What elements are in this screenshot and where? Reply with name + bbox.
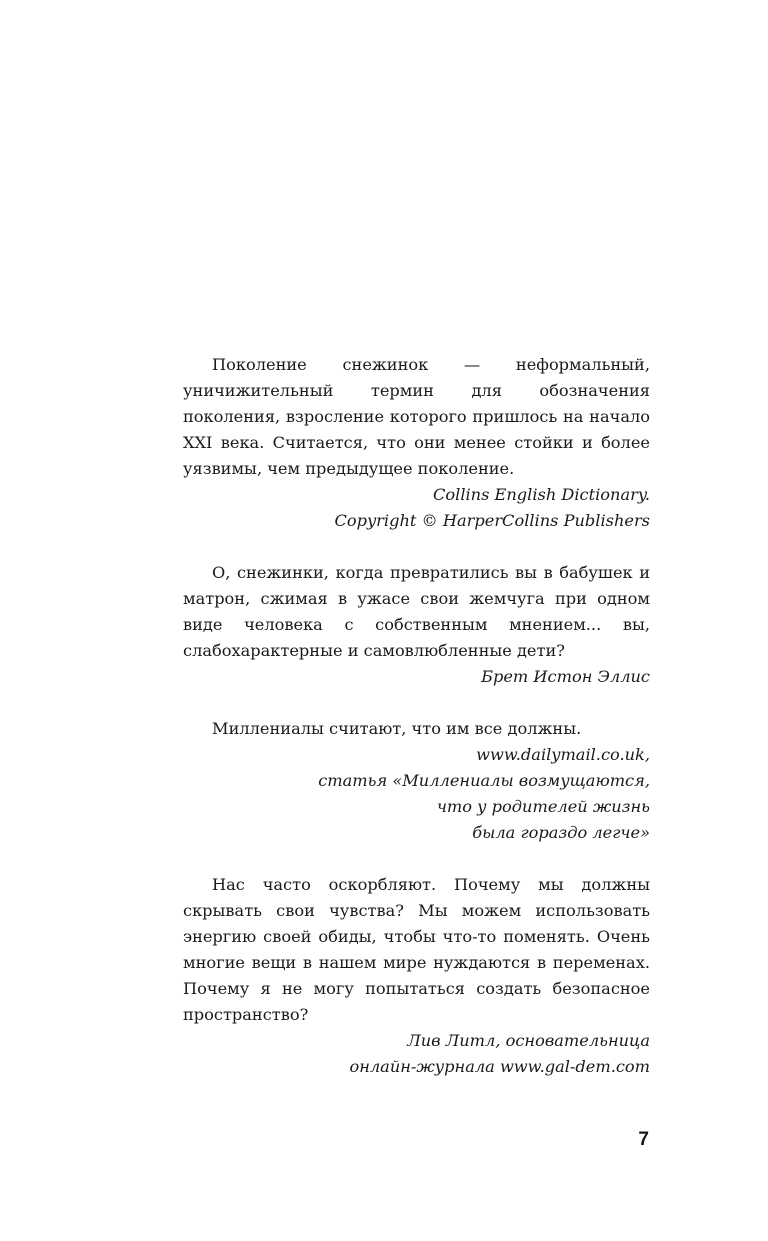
attribution-line: что у родителей жизнь [436,797,650,816]
epigraph-quote: Поколение снежинок — неформальный, уничижительный термин для обозначения поколения, взросление которого пришлось на начало XXI века. Считается, что они менее стойки и более уязвимы, чем предыдущее поколение. [183,355,650,478]
attribution-line: www.dailymail.co.uk, [476,745,650,764]
page-number: 7 [638,1129,649,1150]
attribution-line: была гораздо легче» [472,823,650,842]
attribution-line: статья «Миллениалы возмущаются, [318,771,650,790]
epigraph-quote: О, снежинки, когда превратились вы в бабушек и матрон, сжимая в ужасе свои жемчуга при одном виде человека с собственным мнением... вы, слабохарактерные и самовлюбленные дети? [183,563,650,660]
epigraph-attribution [183,1028,650,1080]
epigraph-dailymail [183,716,650,846]
epigraph-collins [183,352,650,534]
epigraph-ellis [183,560,650,690]
attribution-line: Лив Литл, основательница [407,1031,650,1050]
epigraph-quote: Нас часто оскорбляют. Почему мы должны скрывать свои чувства? Мы можем использовать энергию своей обиды, чтобы что-то поменять. Очень многие вещи в нашем мире нуждаются в переменах. Почему я не могу попытаться создать безопасное пространство? [183,875,650,1024]
epigraph-attribution [183,664,650,690]
epigraphs-section [183,352,650,1080]
epigraph-little [183,872,650,1080]
epigraph-quote: Миллениалы считают, что им все должны. [212,719,582,738]
attribution-line: Брет Истон Эллис [481,667,650,686]
epigraph-attribution [183,482,650,534]
attribution-line: онлайн-журнала www.gal-dem.com [349,1057,650,1076]
epigraph-attribution [183,742,650,846]
attribution-line: Collins English Dictionary. [433,485,650,504]
attribution-line: Copyright © HarperCollins Publishers [334,511,650,530]
